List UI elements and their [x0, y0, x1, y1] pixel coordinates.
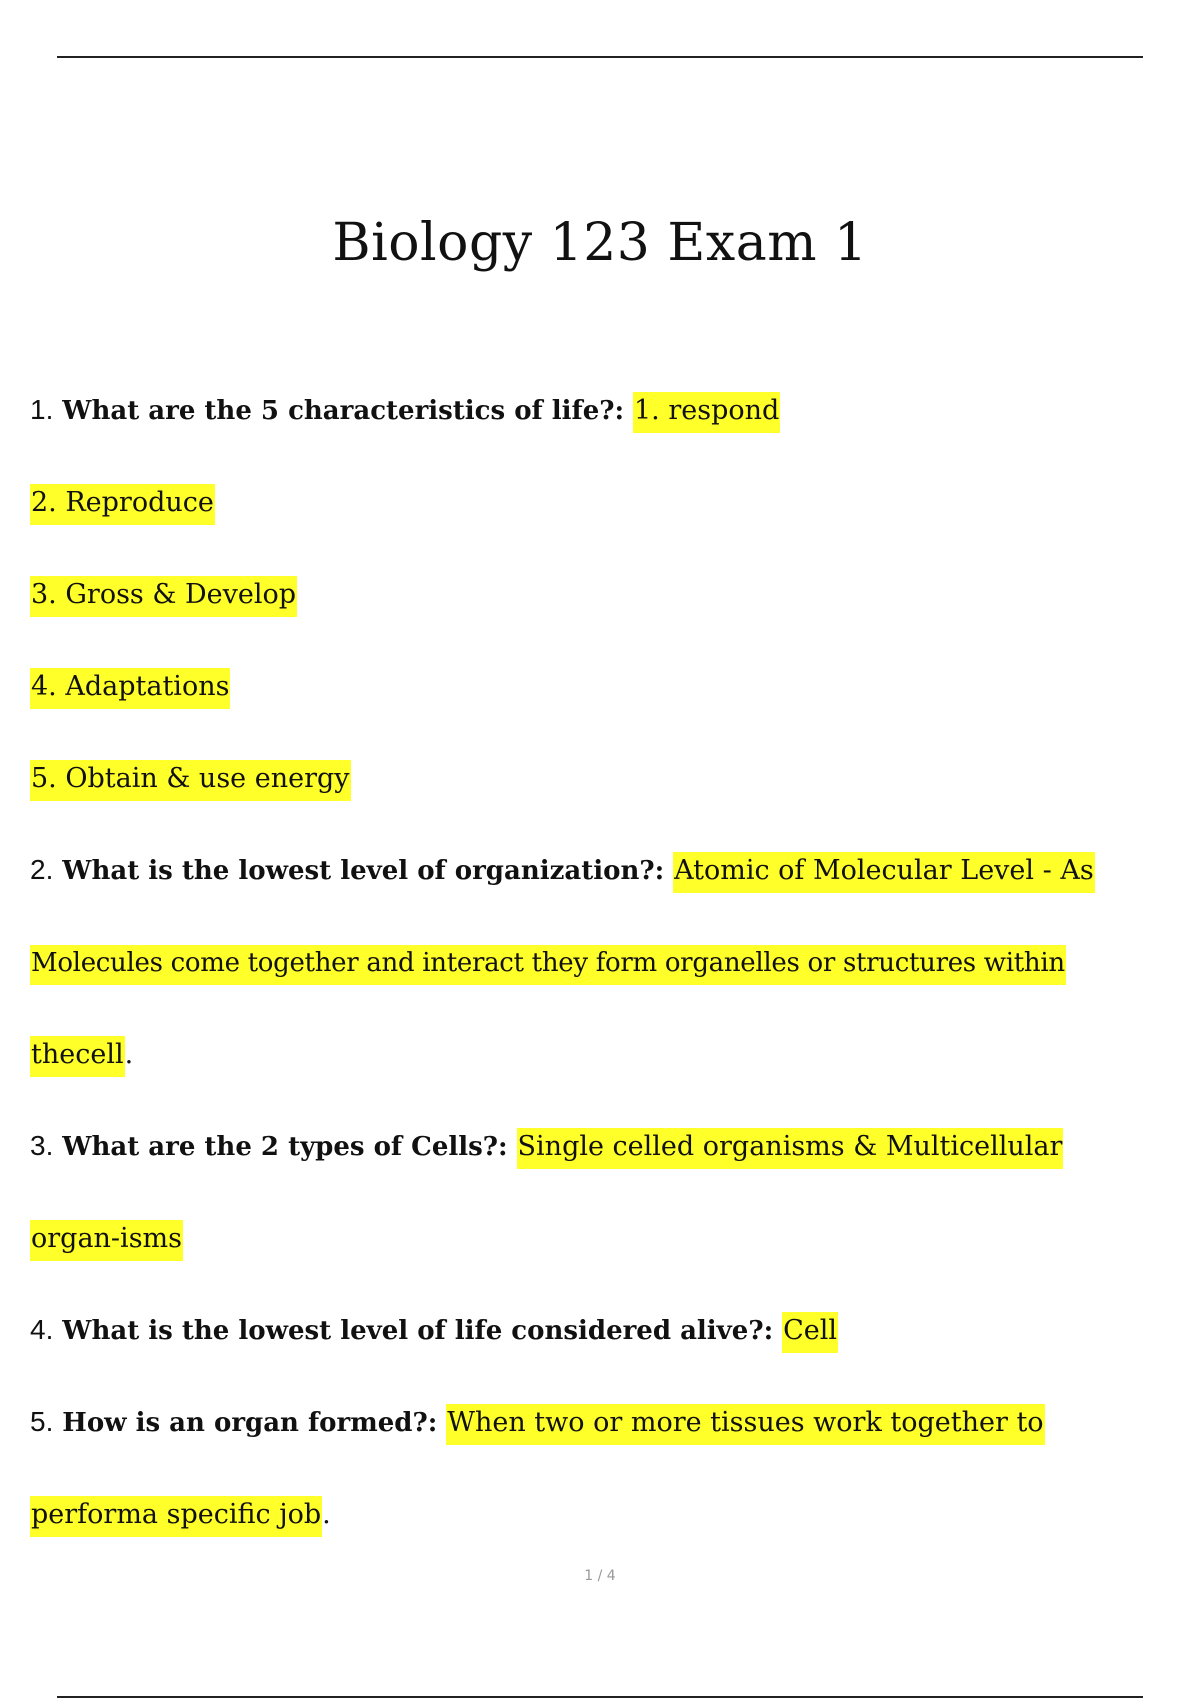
bottom-rule	[57, 1696, 1143, 1698]
line-1	[30, 390, 1180, 482]
answer-highlight: 1. respond	[633, 392, 780, 433]
line-5	[30, 758, 1180, 850]
answer-highlight: 4. Adaptations	[30, 668, 230, 709]
line-10	[30, 1218, 1180, 1310]
question-number: 1.	[30, 394, 54, 425]
line-7	[30, 942, 1180, 1034]
answer-tail: .	[124, 1039, 134, 1070]
question-number: 2.	[30, 854, 54, 885]
answer-highlight: 2. Reproduce	[30, 484, 215, 525]
line-2	[30, 482, 1180, 574]
answer-highlight: Atomic of Molecular Level - As	[673, 852, 1095, 893]
question-number: 4.	[30, 1314, 54, 1345]
document-title: Biology 123 Exam 1	[332, 212, 868, 273]
question-text: What are the 2 types of Cells?:	[62, 1132, 508, 1162]
answer-highlight: Molecules come together and interact they form organelles or structures within	[30, 945, 1066, 985]
question-text: What is the lowest level of life considered alive?:	[62, 1316, 774, 1346]
question-text: How is an organ formed?:	[62, 1408, 438, 1438]
answer-highlight: 3. Gross & Develop	[30, 576, 297, 617]
top-rule	[57, 56, 1143, 58]
answer-highlight: Single celled organisms & Multicellular	[517, 1128, 1064, 1169]
line-8	[30, 1034, 1180, 1126]
answer-highlight: When two or more tissues work together to	[446, 1404, 1044, 1445]
question-text: What are the 5 characteristics of life?:	[62, 396, 625, 426]
exam-content	[30, 390, 1180, 1586]
line-9	[30, 1126, 1180, 1218]
answer-highlight: organ-isms	[30, 1220, 183, 1261]
page-number: 1 / 4	[584, 1568, 616, 1584]
question-number: 3.	[30, 1130, 54, 1161]
line-6	[30, 850, 1180, 942]
answer-tail: .	[322, 1499, 331, 1530]
line-11	[30, 1310, 1180, 1402]
answer-highlight: performa specific job	[30, 1496, 322, 1537]
answer-highlight: 5. Obtain & use energy	[30, 760, 351, 801]
answer-highlight: Cell	[782, 1312, 838, 1353]
line-3	[30, 574, 1180, 666]
question-text: What is the lowest level of organization?:	[62, 856, 665, 886]
line-12	[30, 1402, 1180, 1494]
question-number: 5.	[30, 1406, 54, 1437]
line-4	[30, 666, 1180, 758]
answer-highlight: thecell	[30, 1036, 125, 1077]
